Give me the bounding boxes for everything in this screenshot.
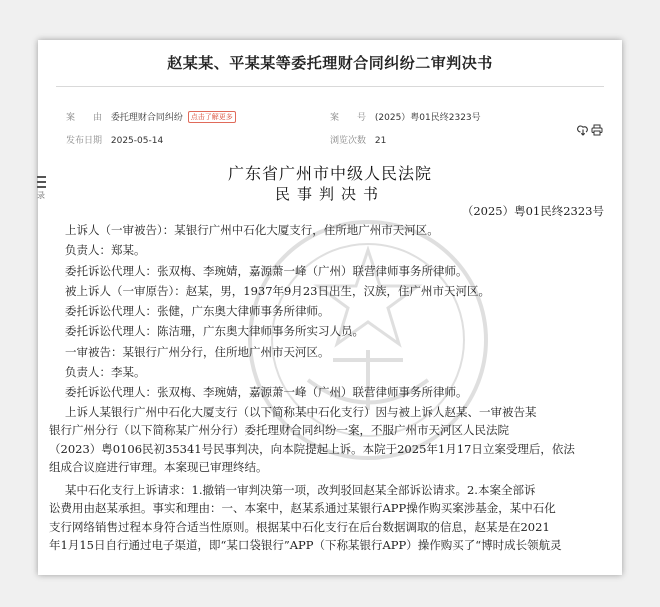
- paragraph-line: 某中石化支行上诉请求：1.撤销一审判决第一项，改判驳回赵某全部诉讼请求。2.本案全部诉: [65, 482, 536, 497]
- publish-date-field: [66, 133, 163, 146]
- party-line: 上诉人（一审被告）：某银行广州中石化大厦支行，住所地广州市天河区。: [65, 223, 439, 237]
- party-line: 被上诉人（一审原告）：赵某，男，1937年9月23日出生，汉族，住广州市天河区。: [65, 283, 490, 298]
- document-type: 民事判决书: [274, 185, 385, 203]
- party-line: 委托诉讼代理人：张健，广东奥大律师事务所律师。: [65, 304, 330, 319]
- publish-date-label: 发布日期: [66, 136, 103, 146]
- paragraph-line: 年1月15日自行通过电子渠道，即“某口袋银行”APP（下称某银行APP）操作购买了“博时成长领航灵: [49, 538, 562, 553]
- party-line: 一审被告：某银行广州分行，住所地广州市天河区。: [65, 344, 330, 359]
- table-of-contents-tab[interactable]: [34, 176, 48, 212]
- party-line: 委托诉讼代理人：张双梅、李琬婧，嘉源萧一峰（广州）联营律师事务所律师。: [65, 263, 468, 278]
- party-line: 委托诉讼代理人：张双梅、李琬婧，嘉源萧一峰（广州）联营律师事务所律师。: [65, 385, 468, 400]
- case-number-value: (2025）粤01民终2323号: [374, 113, 481, 123]
- learn-more-badge[interactable]: 点击了解更多: [188, 111, 236, 123]
- procedural-paragraph: [49, 403, 605, 477]
- paragraph-line: 支行网络销售过程本身符合适当性原则。根据某中石化支行在后台数据调取的信息，赵某是在2021: [49, 519, 550, 534]
- view-count-label: 浏览次数: [330, 136, 367, 146]
- cause-label: 案 由: [66, 113, 103, 123]
- appeal-paragraph: [49, 481, 605, 555]
- view-count-value: 21: [374, 136, 387, 146]
- court-name: 广东省广州市中级人民法院: [227, 164, 432, 183]
- party-line: 负责人：郑某。: [65, 243, 146, 258]
- party-line: 负责人：李某。: [65, 365, 146, 380]
- judgment-document-page: [38, 40, 622, 575]
- cause-field: [66, 110, 236, 123]
- menu-icon: [37, 176, 46, 188]
- title-divider: [56, 86, 604, 87]
- party-line: 委托诉讼代理人：陈洁珊，广东奥大律师事务所实习人员。: [65, 324, 364, 339]
- paragraph-line: （2023）粤0106民初35341号民事判决，向本院提起上诉。本院于2025年1月17日立案受理后，依法: [49, 441, 575, 456]
- paragraph-line: 讼费用由赵某承担。事实和理由：一、本案中，赵某系通过某银行APP操作购买案涉基金，某中石化: [49, 501, 556, 516]
- paragraph-line: 组成合议庭进行审理。本案现已审理终结。: [49, 460, 268, 475]
- case-number-label: 案 号: [330, 113, 367, 123]
- document-case-number: （2025）粤01民终2323号: [461, 204, 604, 218]
- view-count-field: [330, 133, 386, 146]
- document-body: [49, 220, 605, 555]
- publish-date-value: 2025-05-14: [110, 136, 164, 146]
- print-icon[interactable]: [591, 124, 603, 136]
- download-icon[interactable]: [577, 124, 589, 136]
- side-tab-label: 录: [37, 191, 45, 200]
- paragraph-line: 银行广州分行（以下简称某广州分行）委托理财合同纠纷一案，不服广州市天河区人民法院: [49, 423, 509, 438]
- cause-value: 委托理财合同纠纷: [110, 113, 183, 123]
- case-number-field: [330, 110, 481, 123]
- paragraph-line: 上诉人某银行广州中石化大厦支行（以下简称某中石化支行）因与被上诉人赵某、一审被告某: [65, 404, 537, 419]
- page-title: 赵某某、平某某等委托理财合同纠纷二审判决书: [167, 54, 493, 72]
